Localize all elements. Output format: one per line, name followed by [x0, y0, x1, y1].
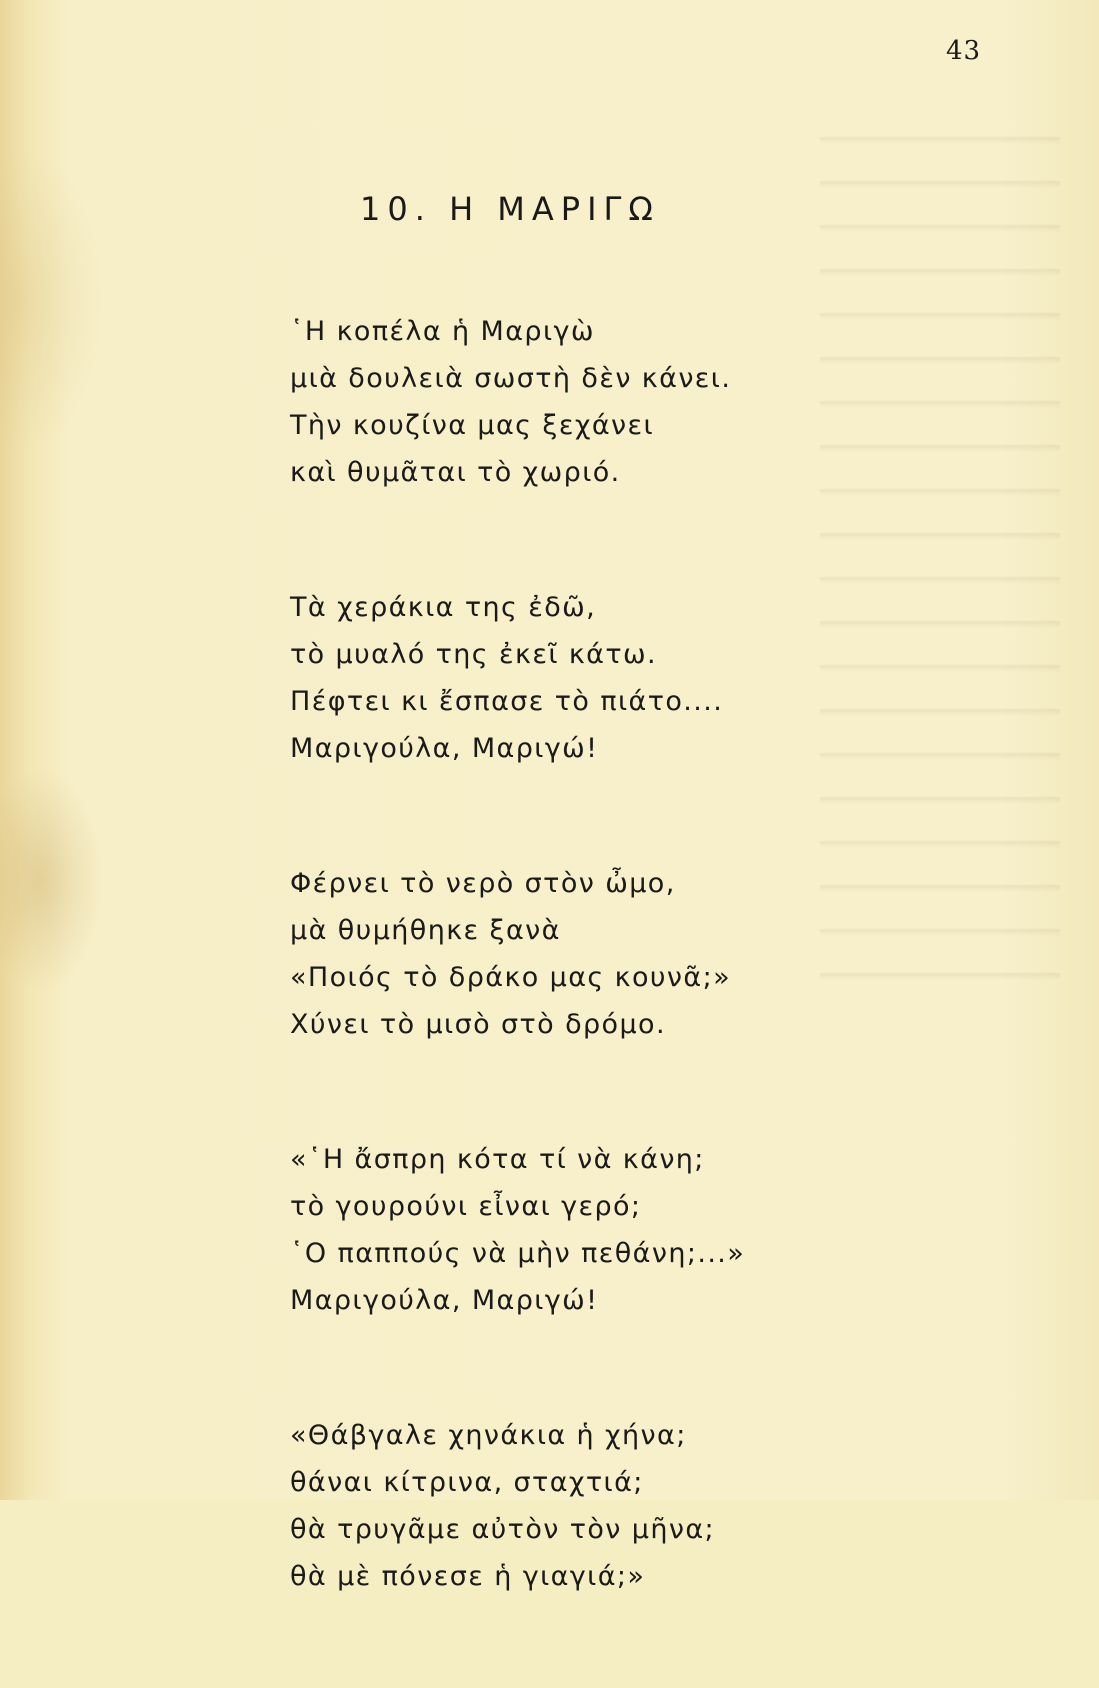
poem-line: καὶ θυμᾶται τὸ χωριό.	[290, 457, 621, 488]
poem-line: Φέρνει τὸ νερὸ στὸν ὦμο,	[290, 868, 676, 899]
stanza	[290, 308, 850, 496]
poem-line: θὰ μὲ πόνεσε ἡ γιαγιά;»	[290, 1561, 646, 1592]
stanza	[290, 1136, 850, 1324]
poem-line: «῾Η ἄσπρη κότα τί νὰ κάνη;	[290, 1144, 705, 1175]
poem-line: μιὰ δουλειὰ σωστὴ δὲν κάνει.	[290, 363, 732, 394]
poem-line: Πέφτει κι ἔσπασε τὸ πιάτο....	[290, 686, 724, 717]
poem-line: ῾Η κοπέλα ἡ Μαριγὼ	[290, 316, 595, 347]
poem-line: θὰ τρυγᾶμε αὐτὸν τὸν μῆνα;	[290, 1514, 716, 1545]
poem-body	[290, 308, 850, 1688]
poem-line: «Θάβγαλε χηνάκια ἡ χήνα;	[290, 1420, 687, 1451]
poem-title: 10. Η ΜΑΡΙΓΩ	[360, 190, 660, 228]
poem-line: Μαριγούλα, Μαριγώ!	[290, 733, 599, 764]
show-through-text	[820, 100, 1060, 1000]
poem-line: θάναι κίτρινα, σταχτιά;	[290, 1467, 644, 1498]
stanza	[290, 1412, 850, 1600]
stanza	[290, 584, 850, 772]
stanza	[290, 860, 850, 1048]
poem-line: ῾Ο παππούς νὰ μὴν πεθάνη;...»	[290, 1238, 746, 1269]
poem-line: Τὴν κουζίνα μας ξεχάνει	[290, 410, 655, 441]
poem-line: Χύνει τὸ μισὸ στὸ δρόμο.	[290, 1009, 666, 1040]
poem-line: τὸ γουρούνι εἶναι γερό;	[290, 1191, 642, 1222]
poem-line: μὰ θυμήθηκε ξανὰ	[290, 915, 561, 946]
page-number: 43	[946, 36, 982, 66]
poem-line: τὸ μυαλό της ἐκεῖ κάτω.	[290, 639, 658, 670]
poem-line: «Ποιός τὸ δράκο μας κουνᾶ;»	[290, 962, 732, 993]
poem-line: Μαριγούλα, Μαριγώ!	[290, 1285, 599, 1316]
poem-line: Τὰ χεράκια της ἐδῶ,	[290, 592, 597, 623]
